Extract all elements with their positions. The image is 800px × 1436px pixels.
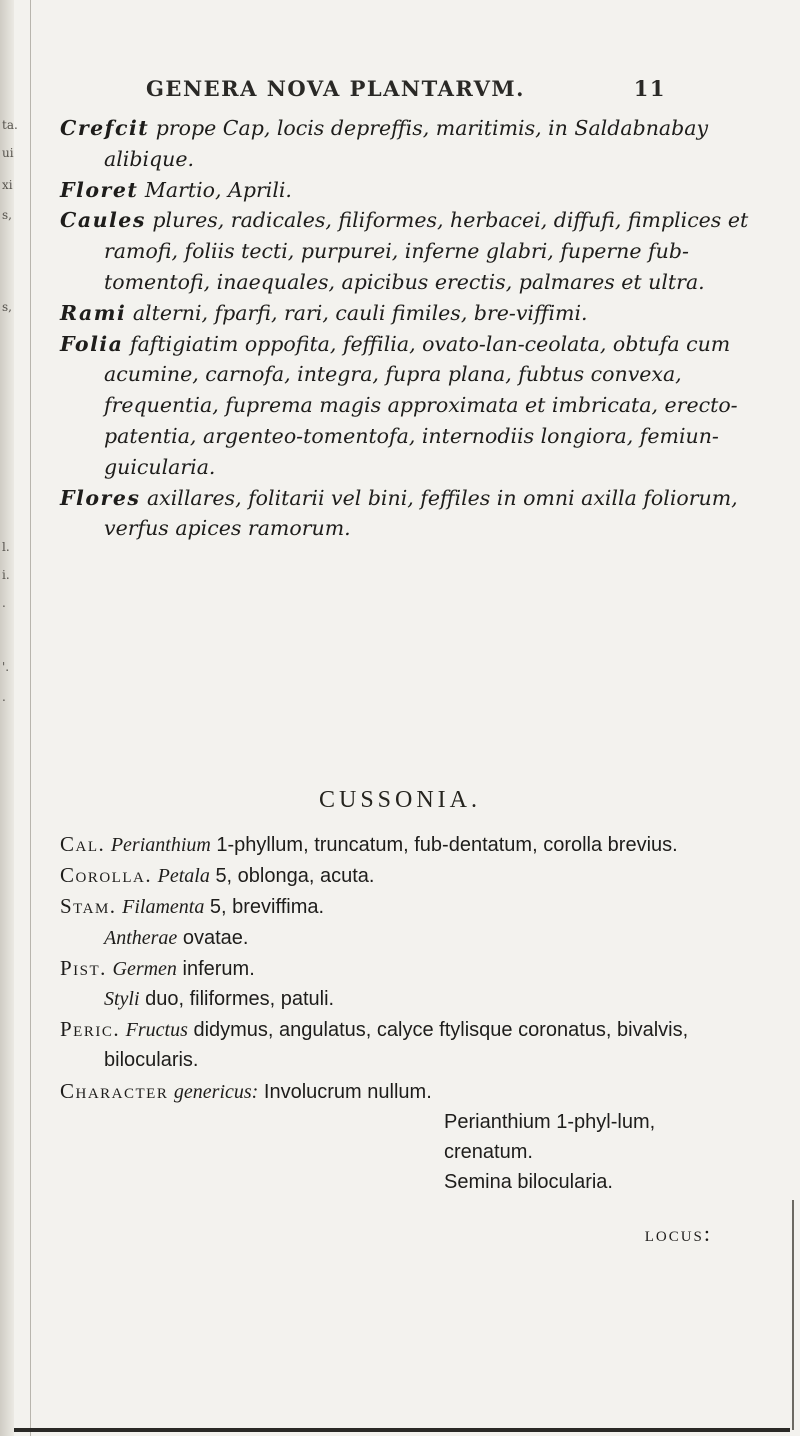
entry-text: alterni, fparfi, rari, cauli fimiles, bre-viffimi. bbox=[132, 300, 588, 325]
character-text: 5, oblonga, acuta. bbox=[215, 865, 375, 888]
character-text: inferum. bbox=[182, 957, 255, 980]
description-entry bbox=[60, 298, 750, 329]
entry-term: Rami bbox=[60, 300, 127, 325]
margin-mark: ui bbox=[2, 146, 14, 160]
page-number: 11 bbox=[633, 76, 666, 101]
entry-text: axillares, folitarii vel bini, feffiles in omni axilla foliorum, verfus apices ramorum. bbox=[104, 485, 738, 541]
margin-mark: s, bbox=[2, 300, 12, 314]
catchword: locus: bbox=[644, 1221, 712, 1247]
margin-mark: . bbox=[2, 596, 6, 610]
character-organ: Antherae bbox=[104, 926, 178, 949]
character-organ: Perianthium bbox=[110, 834, 211, 856]
character-text: 1-phyllum, truncatum, fub-dentatum, corolla brevius. bbox=[216, 834, 678, 856]
description-entry bbox=[60, 329, 750, 483]
page-gutter-line bbox=[30, 0, 31, 1436]
character-label: Stam. bbox=[60, 894, 117, 919]
running-header bbox=[146, 76, 666, 101]
character-organ: genericus: bbox=[173, 1080, 259, 1103]
margin-mark: xi bbox=[2, 178, 13, 192]
character-line bbox=[60, 923, 760, 953]
margin-mark: . bbox=[2, 690, 6, 704]
page-bottom-rule bbox=[14, 1428, 790, 1432]
entry-text: prope Cap, locis depreffis, maritimis, in Saldabnabay alibique. bbox=[104, 116, 709, 171]
entry-term: Floret bbox=[60, 177, 139, 202]
description-entry bbox=[60, 483, 750, 545]
entry-text: plures, radicales, filiformes, herbacei, diffufi, fimplices et ramofi, foliis tecti, purpurei, inferne glabri, fuperne fub-tomentofi, inaequales, apicibus erectis, palmares et ultra. bbox=[104, 208, 749, 294]
character-text: duo, filiformes, patuli. bbox=[145, 988, 335, 1011]
entry-text: Martio, Aprili. bbox=[144, 177, 292, 202]
description-entry bbox=[60, 205, 750, 297]
margin-mark: s, bbox=[2, 208, 12, 222]
character-genericus-line: Perianthium 1-phyl-lum, crenatum. bbox=[444, 1110, 656, 1164]
page-right-edge-line bbox=[792, 1200, 794, 1430]
character-line bbox=[60, 1014, 760, 1075]
character-organ: Styli bbox=[104, 988, 140, 1011]
entry-text: faftigiatim oppofita, feffilia, ovato-lan-ceolata, obtufa cum acumine, carnofa, integra, fupra plana, fubtus convexa, frequentia, fuprema magis approximata et imbricata, erecto-patentia, argenteo-tomentofa, internodiis longiora, femiun-guicularia. bbox=[104, 331, 738, 479]
running-title: GENERA NOVA PLANTARVM. bbox=[146, 76, 525, 101]
description-entry bbox=[60, 113, 750, 175]
character-label: Corolla. bbox=[60, 863, 153, 888]
character-organ: Germen bbox=[112, 957, 177, 980]
genus-heading: CUSSONIA. bbox=[318, 787, 482, 813]
character-line bbox=[60, 953, 760, 984]
character-text: didymus, angulatus, calyce ftylisque coronatus, bivalvis, bilocularis. bbox=[104, 1019, 689, 1072]
character-organ: Petala bbox=[157, 865, 210, 888]
species-description bbox=[60, 113, 750, 544]
description-entry bbox=[60, 175, 750, 206]
character-label: Peric. bbox=[60, 1017, 121, 1042]
genus-characters bbox=[60, 829, 760, 1272]
character-line bbox=[60, 860, 760, 891]
margin-mark: ta. bbox=[2, 118, 18, 132]
entry-term: Folia bbox=[60, 331, 124, 356]
margin-mark: l. bbox=[2, 540, 10, 554]
margin-mark: i. bbox=[2, 568, 10, 582]
character-line bbox=[60, 891, 760, 922]
character-organ: Filamenta bbox=[122, 896, 205, 919]
character-line bbox=[60, 984, 760, 1014]
entry-term: Crefcit bbox=[60, 116, 150, 140]
entry-term: Flores bbox=[60, 485, 141, 510]
character-genericus-line bbox=[60, 1076, 760, 1107]
margin-mark: '. bbox=[2, 660, 10, 674]
character-text: 5, breviffima. bbox=[209, 896, 325, 919]
character-label: Pist. bbox=[60, 955, 107, 980]
character-text: Involucrum nullum. bbox=[263, 1080, 432, 1103]
character-text: ovatae. bbox=[182, 926, 249, 949]
character-label: Cal. bbox=[60, 832, 106, 856]
character-label: Character bbox=[60, 1078, 169, 1103]
character-genericus-line: Semina bilocularia. bbox=[444, 1171, 613, 1194]
character-organ: Fructus bbox=[125, 1019, 188, 1042]
character-line bbox=[60, 829, 760, 860]
margin-bleed-marks bbox=[0, 0, 28, 1436]
entry-term: Caules bbox=[60, 208, 146, 233]
